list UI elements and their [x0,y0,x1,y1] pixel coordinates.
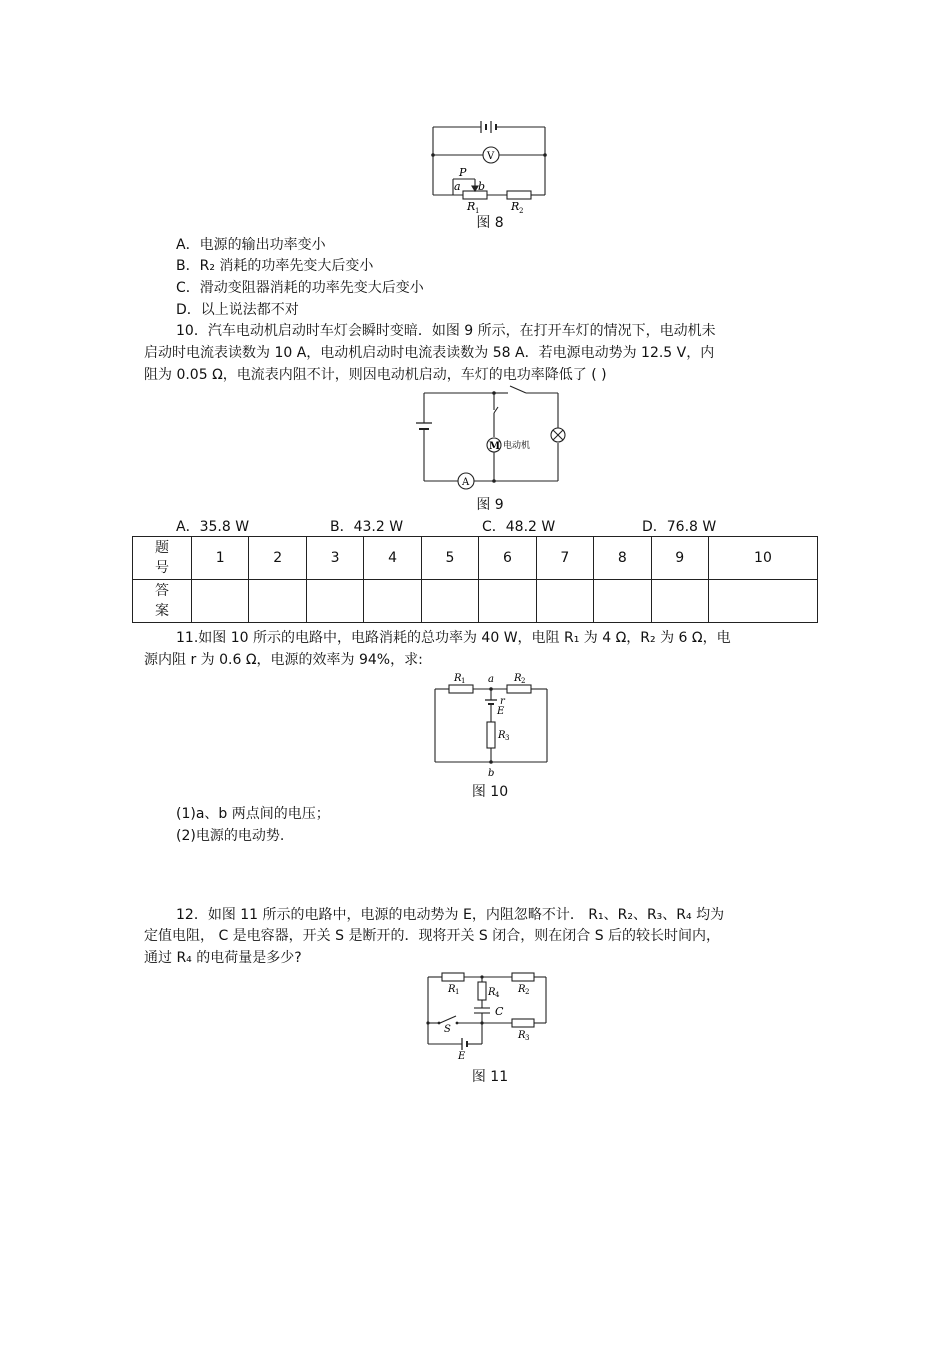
answer-cell[interactable] [364,580,421,623]
r3-label: R [498,730,506,741]
table-row [133,580,818,623]
q10-line-1: 10．汽车电动机启动时车灯会瞬时变暗．如图 9 所示，在打开车灯的情况下，电动机未 [176,323,716,339]
q10-line-3: 阻为 0.05 Ω，电流表内阻不计，则因电动机启动，车灯的电功率降低了 ( ) [144,367,607,383]
emf-label: E [497,706,505,717]
question-number-cell: 8 [594,537,651,580]
q12-line-1: 12．如图 11 所示的电路中，电源的电动势为 E，内阻忽略不计． R₁、R₂、R₃、R₄ 均为 [176,907,725,923]
figure-11-caption: 图 11 [471,1069,509,1085]
question-number-cell: 1 [192,537,249,580]
r1-label: R [454,673,462,684]
q11-sub-2: (2)电源的电动势. [176,828,285,844]
voltmeter-label: V [487,151,495,162]
q10-option-b: B．43.2 W [330,519,404,535]
figure-11-circuit [420,968,555,1060]
question-number-cell: 4 [364,537,421,580]
r1-sub: 1 [461,677,466,685]
answer-cell[interactable] [306,580,363,623]
figure-9-circuit [410,385,570,493]
answer-cell[interactable] [651,580,708,623]
motor-label: 电动机 [503,441,531,451]
slider-p-label: P [459,166,467,179]
row-header-number [133,537,192,580]
r2-sub: 2 [525,988,530,996]
answer-cell[interactable] [192,580,249,623]
q11-line-1: 11.如图 10 所示的电路中，电路消耗的总功率为 40 W，电阻 R₁ 为 4 Ω，R₂ 为 6 Ω，电 [176,630,731,646]
point-b-label: b [478,180,486,193]
figure-10-circuit [425,670,555,780]
q9-option-a: A．电源的输出功率变小 [176,237,326,253]
r1-sub: 1 [475,207,480,215]
answer-cell[interactable] [421,580,478,623]
r1-label: R [448,984,456,995]
node-a-label: a [488,674,494,685]
q11-line-2: 源内阻 r 为 0.6 Ω，电源的效率为 94%，求: [144,652,423,668]
r1-sub: 1 [455,988,460,996]
question-number-cell: 3 [306,537,363,580]
r2-sub: 2 [519,207,524,215]
emf-label: E [458,1051,466,1060]
r4-label: R [488,987,496,998]
r3-sub: 3 [505,734,510,742]
r3-sub: 3 [525,1034,530,1042]
q10-line-2: 启动时电流表读数为 10 A，电动机启动时电流表读数为 58 A．若电源电动势为 12.5 V，内 [144,345,715,361]
table-row [133,537,818,580]
answer-cell[interactable] [536,580,593,623]
q12-line-3: 通过 R₄ 的电荷量是多少? [144,950,302,966]
r2-label: R [518,984,526,995]
question-number-cell: 10 [708,537,817,580]
row-header-answer-text: 答 案 [155,583,169,619]
q9-option-d: D．以上说法都不对 [176,302,299,318]
row-header-answer [133,580,192,623]
figure-9-caption: 图 9 [476,497,504,513]
question-number-cell: 2 [249,537,306,580]
r3-label: R [518,1030,526,1041]
question-number-cell: 7 [536,537,593,580]
answer-cell[interactable] [594,580,651,623]
node-b-label: b [488,768,495,779]
answer-cell[interactable] [708,580,817,623]
figure-8-circuit [425,115,555,215]
question-number-cell: 6 [479,537,536,580]
q10-option-d: D．76.8 W [642,519,717,535]
figure-10-caption: 图 10 [471,784,509,800]
switch-label: S [444,1024,451,1035]
motor-symbol: M [489,441,501,452]
question-number-cell: 9 [651,537,708,580]
internal-r-label: r [500,696,505,707]
q9-option-b: B．R₂ 消耗的功率先变大后变小 [176,258,374,274]
r4-sub: 4 [495,991,500,999]
q11-sub-1: (1)a、b 两点间的电压； [176,806,330,822]
figure-8-caption: 图 8 [476,215,504,231]
q10-option-c: C．48.2 W [482,519,556,535]
ammeter-symbol: A [462,477,470,488]
q12-line-2: 定值电阻， C 是电容器，开关 S 是断开的．现将开关 S 闭合，则在闭合 S 后的较长时间内， [144,928,721,944]
r2-label: R [511,200,520,213]
answer-cell[interactable] [249,580,306,623]
r2-sub: 2 [521,677,526,685]
answer-table [132,536,818,623]
point-a-label: a [454,180,461,193]
row-header-number-text: 题 号 [155,540,169,576]
capacitor-label: C [495,1005,504,1018]
question-number-cell: 5 [421,537,478,580]
q9-option-c: C．滑动变阻器消耗的功率先变大后变小 [176,280,424,296]
r2-label: R [514,673,522,684]
answer-cell[interactable] [479,580,536,623]
r1-label: R [467,200,476,213]
q10-option-a: A．35.8 W [176,519,250,535]
